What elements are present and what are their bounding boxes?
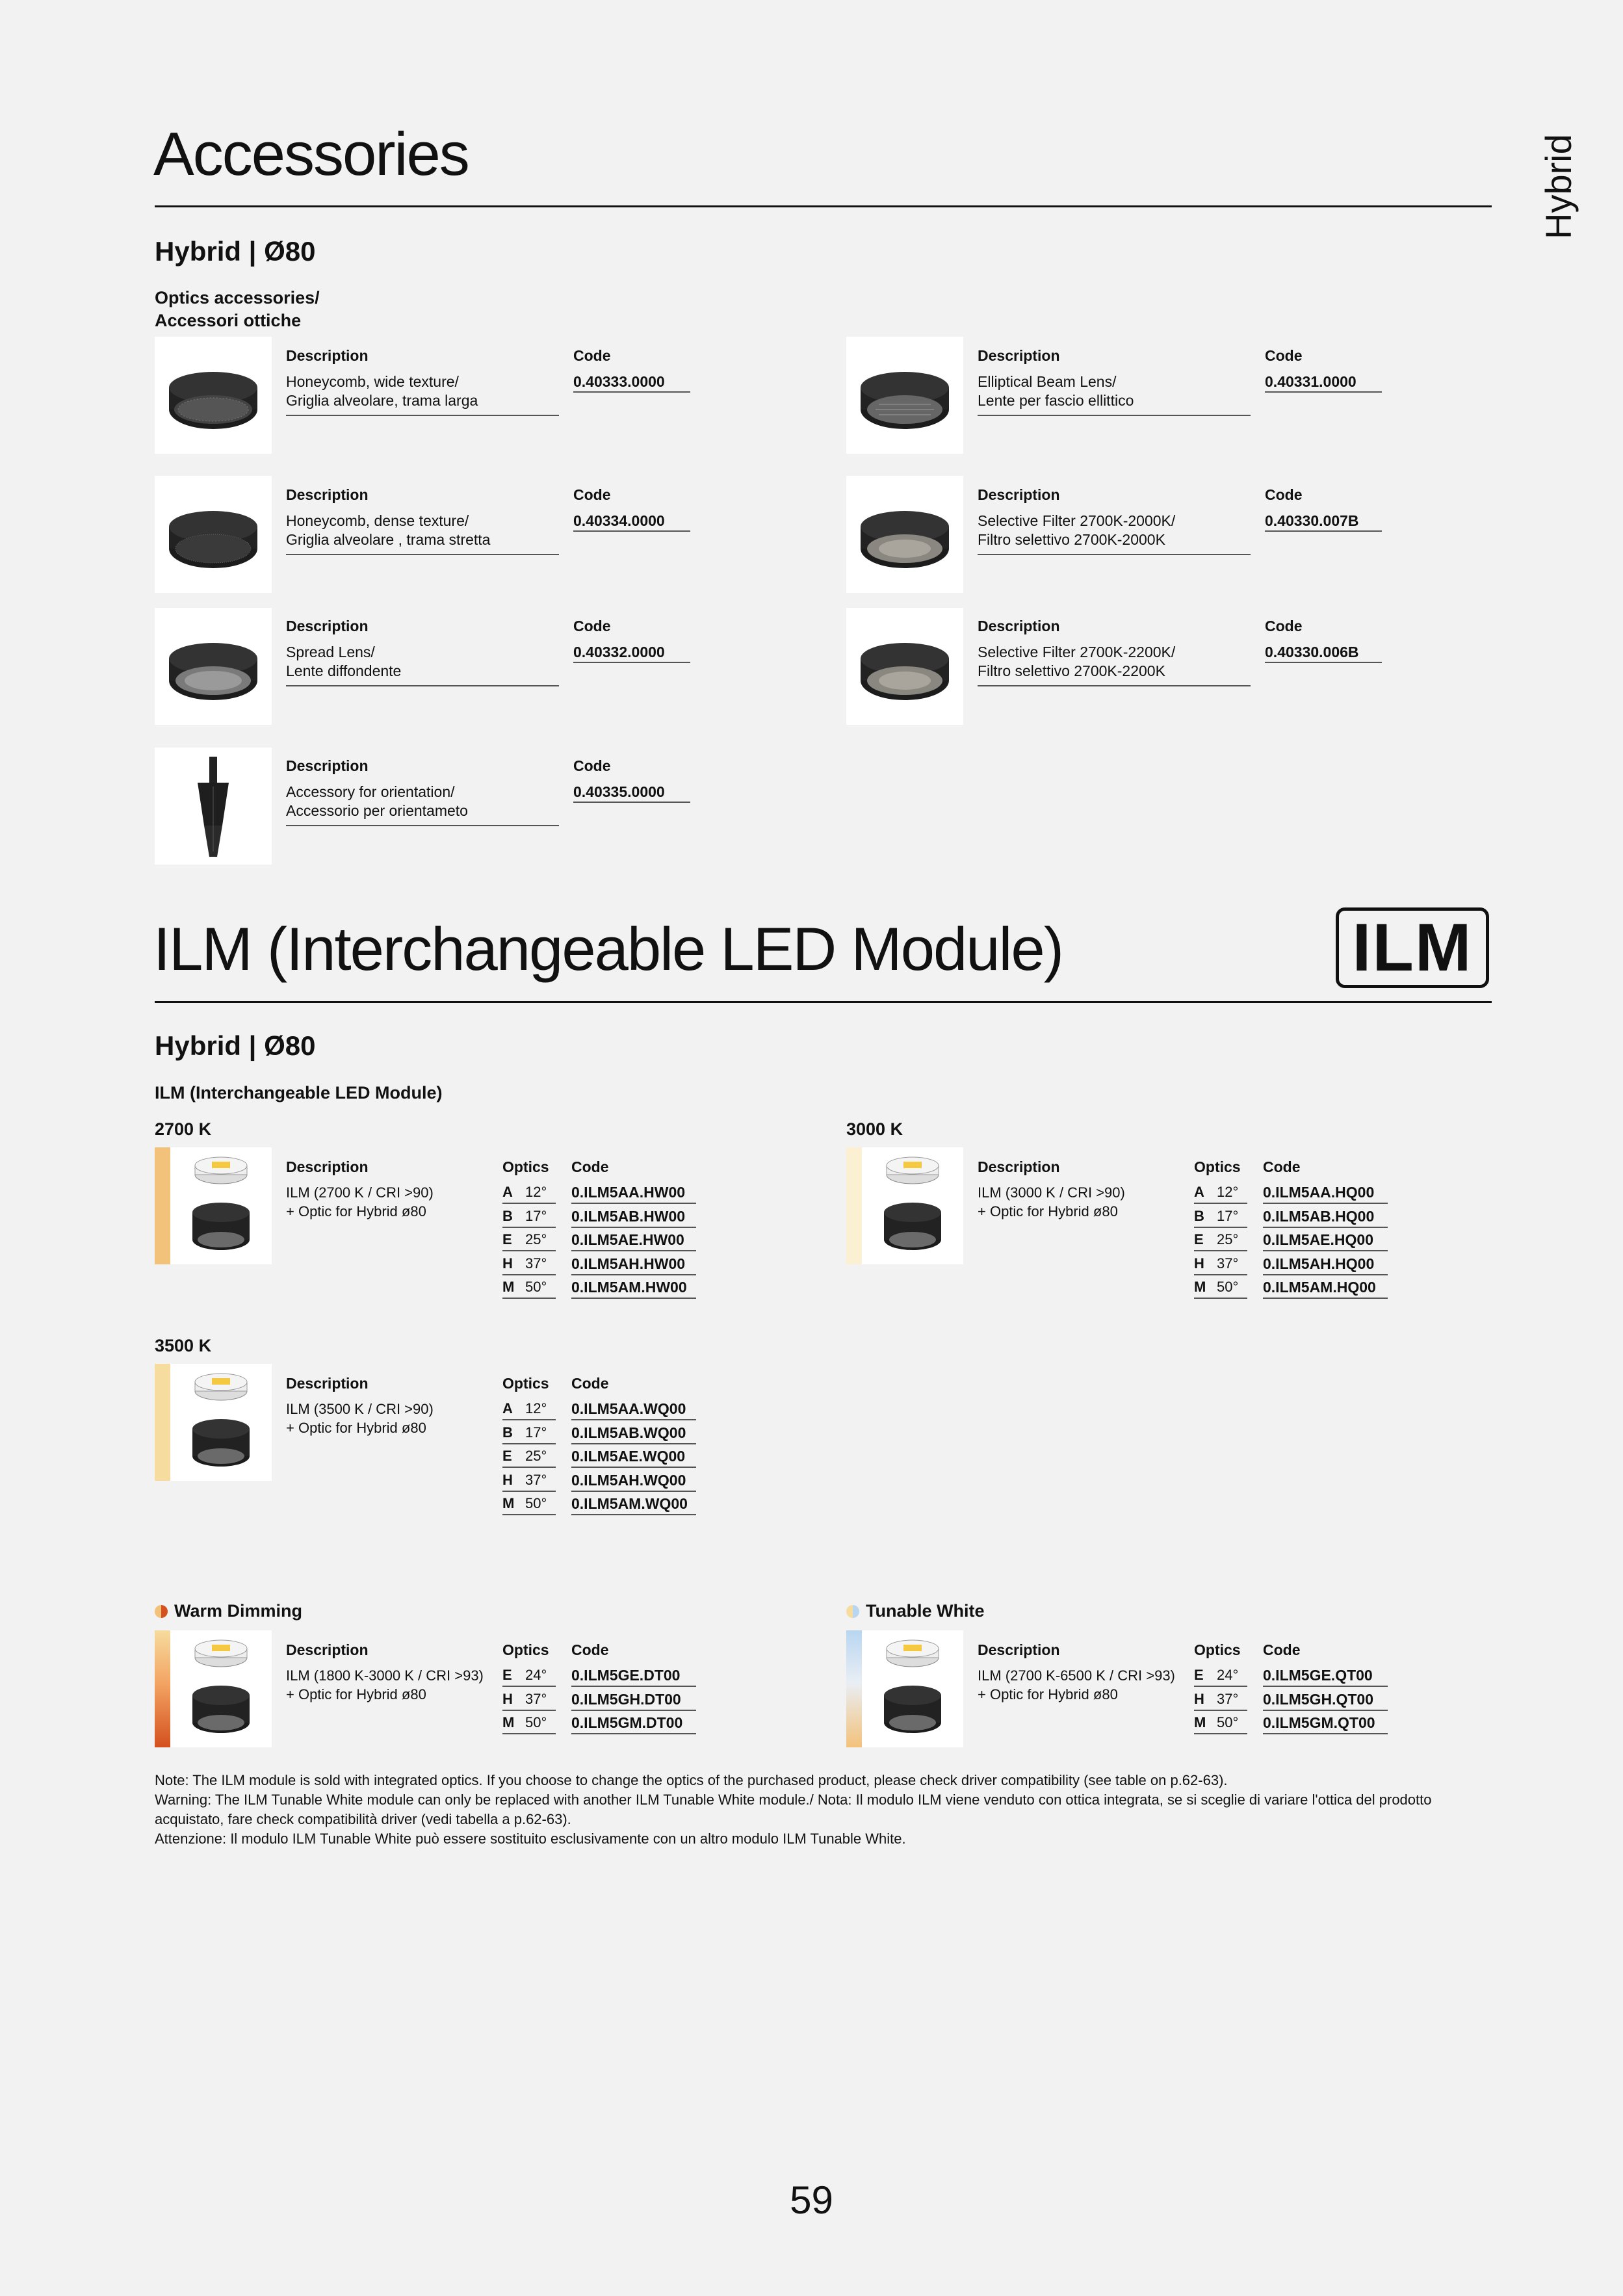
underline (1194, 1733, 1247, 1734)
product-code: 0.40335.0000 (573, 783, 665, 800)
underline (573, 802, 690, 803)
color-temperature-bar (155, 1630, 170, 1747)
description-line2: + Optic for Hybrid ø80 (286, 1420, 426, 1436)
note-line: Warning: The ILM Tunable White module can only be replaced with another ILM Tunable White module./ Nota: Il modulo ILM viene venduto con ottica integrata, se si sceglie di variare l'ottica del prodotto acquistato, fare check compatibilità driver (vedi tabella a p.62-63). (155, 1792, 1432, 1827)
description-label: Description (286, 347, 369, 364)
section-label-line2: Accessori ottiche (155, 311, 302, 331)
beam-angle: 50° (1217, 1279, 1239, 1295)
underline (571, 1203, 696, 1204)
underline (1263, 1710, 1388, 1711)
optics-letter: M (502, 1714, 515, 1730)
description-line1: Honeycomb, dense texture/ (286, 512, 469, 529)
selective-filter-image (846, 608, 963, 725)
underline (1263, 1203, 1388, 1204)
underline (571, 1227, 696, 1228)
description-text (286, 783, 468, 820)
product-code: 0.ILM5GM.DT00 (571, 1714, 683, 1731)
underline (1263, 1298, 1388, 1299)
product-code: 0.ILM5AM.HW00 (571, 1279, 687, 1296)
optics-label: Optics (1194, 1158, 1241, 1175)
module-description (978, 1183, 1125, 1221)
underline (502, 1443, 556, 1444)
module-description (286, 1666, 484, 1704)
honeycomb-wide-image (155, 337, 272, 454)
description-text (286, 372, 478, 410)
description-line1: Honeycomb, wide texture/ (286, 373, 459, 390)
product-code: 0.ILM5AM.WQ00 (571, 1495, 688, 1512)
title-divider (155, 205, 1492, 207)
spread-lens-image (155, 608, 272, 725)
underline (502, 1467, 556, 1468)
code-label: Code (1265, 347, 1303, 364)
beam-angle: 37° (1217, 1690, 1239, 1707)
description-label: Description (286, 1158, 369, 1175)
description-text (978, 643, 1175, 681)
underline (978, 415, 1251, 416)
beam-angle: 37° (525, 1690, 547, 1707)
description-line1: Selective Filter 2700K-2200K/ (978, 644, 1176, 660)
product-code: 0.40330.006B (1265, 644, 1359, 660)
underline (1265, 530, 1382, 532)
footnote (155, 1771, 1494, 1849)
beam-angle: 17° (1217, 1207, 1239, 1224)
module-heading: 2700 K (155, 1119, 212, 1139)
beam-angle: 37° (525, 1471, 547, 1488)
orientation-tool-image (155, 748, 272, 865)
optics-letter: E (1194, 1231, 1204, 1247)
underline (978, 685, 1251, 686)
description-label: Description (978, 1641, 1060, 1658)
product-code: 0.40333.0000 (573, 373, 665, 390)
description-line1: ILM (3000 K / CRI >90) (978, 1184, 1125, 1201)
optics-letter: A (502, 1400, 513, 1416)
module-description (978, 1666, 1175, 1704)
optics-letter: H (502, 1255, 513, 1272)
tunable-white-icon (846, 1605, 859, 1618)
description-line1: ILM (3500 K / CRI >90) (286, 1401, 434, 1417)
description-label: Description (286, 1375, 369, 1392)
accessories-title: Accessories (153, 120, 469, 188)
underline (502, 1514, 556, 1515)
product-code: 0.40330.007B (1265, 512, 1359, 529)
underline (571, 1733, 696, 1734)
beam-angle: 50° (525, 1279, 547, 1295)
underline (502, 1227, 556, 1228)
code-label: Code (1265, 618, 1303, 634)
product-code: 0.ILM5AE.HW00 (571, 1231, 684, 1248)
side-tab (1537, 129, 1583, 239)
underline (286, 685, 559, 686)
underline (571, 1514, 696, 1515)
description-label: Description (978, 618, 1060, 634)
description-label: Description (286, 618, 369, 634)
beam-angle: 17° (525, 1207, 547, 1224)
module-heading: Tunable White (866, 1601, 985, 1621)
description-line2: Griglia alveolare , trama stretta (286, 531, 491, 548)
description-line2: Griglia alveolare, trama larga (286, 392, 478, 409)
product-code: 0.ILM5GE.DT00 (571, 1667, 681, 1684)
description-line2: Lente diffondente (286, 662, 402, 679)
module-description (286, 1400, 434, 1437)
underline (1194, 1227, 1247, 1228)
beam-angle: 12° (525, 1184, 547, 1200)
beam-angle: 50° (525, 1495, 547, 1511)
code-label: Code (571, 1375, 609, 1392)
description-line2: + Optic for Hybrid ø80 (978, 1203, 1118, 1220)
optics-letter: E (1194, 1667, 1204, 1683)
underline (502, 1419, 556, 1420)
optics-label: Optics (502, 1641, 549, 1658)
description-line1: ILM (2700 K-6500 K / CRI >93) (978, 1667, 1175, 1684)
ilm-badge-text: ILM (1352, 909, 1473, 985)
underline (502, 1686, 556, 1687)
optics-letter: H (502, 1690, 513, 1707)
underline (286, 554, 559, 555)
beam-angle: 25° (525, 1231, 547, 1247)
module-heading: 3500 K (155, 1336, 212, 1355)
product-code: 0.ILM5AB.WQ00 (571, 1424, 686, 1441)
code-label: Code (573, 757, 611, 774)
product-code: 0.40334.0000 (573, 512, 665, 529)
optics-letter: B (502, 1424, 513, 1441)
product-code: 0.40331.0000 (1265, 373, 1357, 390)
optics-letter: M (502, 1279, 515, 1295)
beam-angle: 37° (525, 1255, 547, 1272)
product-code: 0.ILM5AA.HQ00 (1263, 1184, 1375, 1201)
color-temperature-bar (155, 1147, 170, 1264)
optics-label: Optics (1194, 1641, 1241, 1658)
ilm-title: ILM (Interchangeable LED Module) (153, 915, 1063, 983)
product-code: 0.ILM5GH.DT00 (571, 1690, 681, 1708)
product-code: 0.ILM5GH.QT00 (1263, 1690, 1373, 1708)
code-label: Code (573, 486, 611, 503)
module-heading: 3000 K (846, 1119, 903, 1139)
beam-angle: 12° (1217, 1184, 1239, 1200)
description-label: Description (286, 486, 369, 503)
optics-letter: E (502, 1667, 512, 1683)
code-label: Code (1263, 1641, 1301, 1658)
code-label: Code (571, 1641, 609, 1658)
code-label: Code (573, 347, 611, 364)
product-code: 0.ILM5GM.QT00 (1263, 1714, 1375, 1731)
underline (1194, 1298, 1247, 1299)
underline (1194, 1686, 1247, 1687)
honeycomb-dense-image (155, 476, 272, 593)
optics-letter: B (1194, 1207, 1204, 1224)
ilm-subtitle: Hybrid | Ø80 (155, 1030, 316, 1061)
description-text (978, 512, 1175, 549)
underline (573, 530, 690, 532)
description-text (978, 372, 1134, 410)
description-line1: Spread Lens/ (286, 644, 375, 660)
description-line2: Filtro selettivo 2700K-2200K (978, 662, 1165, 679)
description-line1: Accessory for orientation/ (286, 783, 455, 800)
underline (571, 1686, 696, 1687)
description-label: Description (286, 757, 369, 774)
underline (571, 1274, 696, 1275)
code-label: Code (573, 618, 611, 634)
product-code: 0.ILM5AA.WQ00 (571, 1400, 686, 1417)
underline (571, 1443, 696, 1444)
optics-label: Optics (502, 1375, 549, 1392)
optics-letter: B (502, 1207, 513, 1224)
underline (573, 391, 690, 393)
optics-label: Optics (502, 1158, 549, 1175)
product-code: 0.40332.0000 (573, 644, 665, 660)
underline (1194, 1203, 1247, 1204)
ilm-module-image (862, 1147, 963, 1264)
underline (502, 1274, 556, 1275)
underline (502, 1298, 556, 1299)
underline (502, 1203, 556, 1204)
optics-letter: H (1194, 1255, 1204, 1272)
warm-dimming-icon (155, 1605, 168, 1618)
underline (1194, 1250, 1247, 1251)
underline (1194, 1274, 1247, 1275)
description-line1: ILM (1800 K-3000 K / CRI >93) (286, 1667, 484, 1684)
product-code: 0.ILM5AB.HW00 (571, 1207, 686, 1225)
description-text (286, 512, 490, 549)
beam-angle: 50° (1217, 1714, 1239, 1730)
underline (571, 1419, 696, 1420)
description-line2: Lente per fascio ellittico (978, 392, 1134, 409)
underline (571, 1250, 696, 1251)
side-tab-label: Hybrid (1538, 134, 1579, 239)
optics-letter: E (502, 1231, 512, 1247)
description-line2: Filtro selettivo 2700K-2000K (978, 531, 1165, 548)
underline (1263, 1733, 1388, 1734)
module-heading: Warm Dimming (174, 1601, 303, 1621)
product-code: 0.ILM5AH.WQ00 (571, 1471, 686, 1489)
page-number: 59 (790, 2178, 833, 2222)
beam-angle: 24° (1217, 1667, 1239, 1683)
description-line1: Selective Filter 2700K-2000K/ (978, 512, 1176, 529)
description-line2: + Optic for Hybrid ø80 (978, 1686, 1118, 1702)
description-line2: + Optic for Hybrid ø80 (286, 1686, 426, 1702)
note-line: Note: The ILM module is sold with integrated optics. If you choose to change the optics of the purchased product, please check driver compatibility (see table on p.62-63). (155, 1772, 1228, 1788)
section-label (155, 287, 320, 332)
ilm-module-image (170, 1364, 272, 1481)
underline (286, 825, 559, 826)
code-label: Code (1265, 486, 1303, 503)
color-temperature-bar (155, 1364, 170, 1481)
product-code: 0.ILM5AA.HW00 (571, 1184, 686, 1201)
underline (1263, 1227, 1388, 1228)
section-label-line1: Optics accessories/ (155, 288, 320, 307)
color-temperature-bar (846, 1147, 862, 1264)
selective-filter-image (846, 476, 963, 593)
underline (286, 415, 559, 416)
optics-letter: M (1194, 1279, 1206, 1295)
ilm-badge (1336, 907, 1489, 988)
code-label: Code (1263, 1158, 1301, 1175)
underline (1263, 1250, 1388, 1251)
color-temperature-bar (846, 1630, 862, 1747)
product-code: 0.ILM5AB.HQ00 (1263, 1207, 1375, 1225)
title-divider (155, 1001, 1492, 1003)
description-line1: ILM (2700 K / CRI >90) (286, 1184, 434, 1201)
underline (1194, 1710, 1247, 1711)
product-code: 0.ILM5AE.WQ00 (571, 1448, 686, 1465)
underline (571, 1491, 696, 1492)
ilm-module-image (862, 1630, 963, 1747)
product-code: 0.ILM5AH.HQ00 (1263, 1255, 1375, 1272)
beam-angle: 25° (525, 1448, 547, 1464)
optics-letter: A (1194, 1184, 1204, 1200)
product-code: 0.ILM5AM.HQ00 (1263, 1279, 1376, 1296)
underline (502, 1491, 556, 1492)
underline (573, 662, 690, 663)
underline (571, 1467, 696, 1468)
ilm-module-image (170, 1630, 272, 1747)
underline (1263, 1686, 1388, 1687)
description-label: Description (978, 1158, 1060, 1175)
beam-angle: 17° (525, 1424, 547, 1441)
note-line: Attenzione: Il modulo ILM Tunable White può essere sostituito esclusivamente con un altro modulo ILM Tunable White. (155, 1831, 906, 1847)
optics-letter: H (502, 1471, 513, 1488)
beam-angle: 12° (525, 1400, 547, 1416)
product-code: 0.ILM5GE.QT00 (1263, 1667, 1373, 1684)
code-label: Code (571, 1158, 609, 1175)
optics-letter: A (502, 1184, 513, 1200)
underline (502, 1733, 556, 1734)
description-line2: + Optic for Hybrid ø80 (286, 1203, 426, 1220)
optics-letter: E (502, 1448, 512, 1464)
beam-angle: 50° (525, 1714, 547, 1730)
beam-angle: 37° (1217, 1255, 1239, 1272)
beam-angle: 24° (525, 1667, 547, 1683)
description-line2: Accessorio per orientameto (286, 802, 468, 819)
underline (502, 1710, 556, 1711)
accessories-subtitle: Hybrid | Ø80 (155, 236, 316, 267)
product-code: 0.ILM5AH.HW00 (571, 1255, 686, 1272)
ilm-module-image (170, 1147, 272, 1264)
underline (1265, 662, 1382, 663)
module-description (286, 1183, 434, 1221)
underline (502, 1250, 556, 1251)
product-code: 0.ILM5AE.HQ00 (1263, 1231, 1373, 1248)
underline (978, 554, 1251, 555)
underline (1265, 391, 1382, 393)
optics-letter: H (1194, 1690, 1204, 1707)
description-label: Description (978, 347, 1060, 364)
underline (571, 1710, 696, 1711)
description-label: Description (286, 1641, 369, 1658)
description-line1: Elliptical Beam Lens/ (978, 373, 1117, 390)
elliptical-lens-image (846, 337, 963, 454)
underline (1263, 1274, 1388, 1275)
underline (571, 1298, 696, 1299)
ilm-section-label: ILM (Interchangeable LED Module) (155, 1083, 443, 1102)
description-text (286, 643, 401, 681)
optics-letter: M (502, 1495, 515, 1511)
description-label: Description (978, 486, 1060, 503)
beam-angle: 25° (1217, 1231, 1239, 1247)
optics-letter: M (1194, 1714, 1206, 1730)
